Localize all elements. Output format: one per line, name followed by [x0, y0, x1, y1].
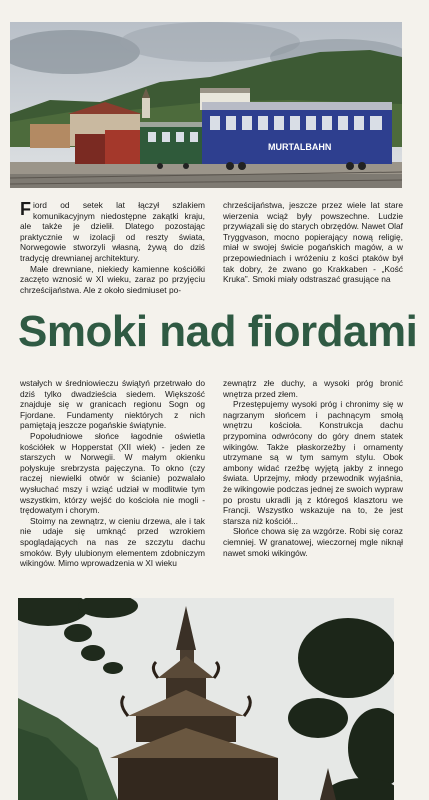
article-column-right-top — [223, 200, 403, 285]
stave-church-illustration — [18, 598, 394, 800]
article-paragraph: Małe drewniane, niekiedy kamienne kościółki zaczęto wznosić w XI wieku, zaraz po przyjęciu chrześcijaństwa. Ale z około siedmiuset po- — [20, 263, 205, 295]
article-paragraph: Popołudniowe słońce łagodnie oświetla kościółek w Hopperstat (XII wiek) - jeden ze starszych w Norwegii. W małym okienku połyskuje srebrzysta pajęczyna. To okno (czy raczej niewielki otwór w ścianie) pozwalało wysłuchać mszy i wziąć udział w modlitwie tym wszystkim, którzy wejść do kościoła nie mogli - trędowatym i chorym. — [20, 430, 205, 516]
article-paragraph-text: iord od setek lat łączył szlakiem komunikacyjnym niedostępne zakątki kraju, ale także je dzielił. Dlatego pozostając praktycznie w izolacji od reszty świata, Norwegowie stworzyli własną, żywą do dziś tradycję drewnianej architektury. — [20, 200, 205, 263]
train-lettering: MURTALBAHN — [268, 142, 332, 152]
article-paragraph: Stoimy na zewnątrz, w cieniu drzewa, ale i tak nie udaje się umknąć przed wzrokiem spoglądających na nas ze szczytu dachu smoków. Były ulubionym elementem zdobniczym wikingów. Mimo wprowadzenia w XI wieku — [20, 515, 205, 569]
train-photo — [10, 22, 402, 188]
article-paragraph: zewnątrz złe duchy, a wysoki próg bronić wnętrza przed złem. — [223, 378, 403, 399]
article-column-left-bottom — [20, 378, 205, 569]
article-paragraph: chrześcijaństwa, jeszcze przez wiele lat stare wierzenia wciąż były powszechne. Ludzie przywiązali się do starych obrzędów. Nawet Olaf Tryggvason, mocno popierający nową religię, miał w swojej świcie pogańskich magów, a w przepowiedniach i wróżeniu z kości ptaków był tak dobry, że zwano go Krakkaben - „Kość Kruka”. Smoki miały odstraszać grasujące na — [223, 200, 403, 285]
article-paragraph: Przestępujemy wysoki próg i chronimy się w nagrzanym słońcem i pachnącym smołą wnętrzu kościoła. Konstrukcja dachu przypomina odwrócony do góry dnem statek wikingów. Także płaskorzeźby i ornamenty utrzymane są w tym samym stylu. Obok ambony widać rzeźbę wyjętą jakby z innego świata. Uprzejmy, młody przewodnik wyjaśnia, że wikingowie podczas jednej ze swoich wypraw po prostu ukradli ją z któregoś klasztoru we Francji. Wszystko wskazuje na to, że jest starsza niż kościół... — [223, 399, 403, 526]
article-paragraph — [20, 200, 205, 264]
drop-cap: F — [20, 199, 31, 219]
train-photo-illustration — [10, 22, 402, 188]
stave-church-photo — [18, 598, 394, 800]
article-paragraph: Słońce chowa się za wzgórze. Robi się coraz ciemniej. W granatowej, wieczornej mgle niknął nawet smoki wikingów. — [223, 526, 403, 558]
article-column-right-bottom — [223, 378, 403, 558]
article-paragraph: wstałych w średniowieczu świątyń przetrwało do dziś tylko dwadzieścia siedem. Większość znajduje się w granicach regionu Sogn og Fjordane. Fundamenty niektórych z nich pamiętają jeszcze pogańskie świątynie. — [20, 378, 205, 431]
article-title: Smoki nad fiordami — [18, 307, 418, 356]
article-column-left-top — [20, 200, 205, 295]
